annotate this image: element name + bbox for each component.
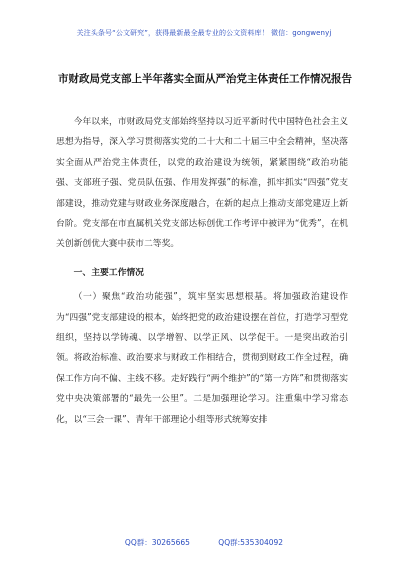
section-paragraph: （一）聚焦“政治功能强”，筑牢坚实思想根基。将加强政治建设作为“四强”党支部建设的根本，始终把党的政治建设摆在首位，打造学习型党组织，坚持以学铸魂、以学增智、以学正风、以学促干。一是突出政治引领。将政治标准、政治要求与财政工作相结合，贯彻到财政工作全过程，确保工作方向不偏、主线不移。走好践行“两个维护”的“第一方阵”和贯彻落实党中央决策部署的“最先一公里”。二是加强理论学习。注重集中学习常态化，以“三会一课”、青年干部理论小组等形式统筹安排 — [56, 292, 348, 425]
header-promo-note: 关注头条号“公文研究”，获得最新最全最专业的公文资料库！ 微信：gongwenyj — [76, 29, 332, 37]
section-heading: 一、主要工作情况 — [73, 267, 144, 278]
footer-qq-2: QQ群:535304092 — [218, 538, 284, 547]
intro-paragraph: 今年以来，市财政局党支部始终坚持以习近平新时代中国特色社会主义思想为指导，深入学习贯彻落实党的二十大和二十届三中全会精神，坚决落实全面从严治党主体责任，以党的政治建设为统领，紧紧围绕“政治功能强、支部班子强、党员队伍强、作用发挥强”的标准，抓牢抓实“四强”党支部建设，推动党建与财政业务深度融合，在新的起点上推动支部党建迈上新台阶。党支部在市直属机关党支部达标创优工作考评中被评为“优秀”，在机关创新创优大赛中获市二等奖。 — [56, 117, 348, 250]
document-body — [56, 112, 348, 430]
document-title: 市财政局党支部上半年落实全面从严治党主体责任工作情况报告 — [58, 73, 352, 85]
footer-contact — [0, 537, 408, 548]
footer-qq-1: QQ群：30265665 — [124, 538, 190, 547]
